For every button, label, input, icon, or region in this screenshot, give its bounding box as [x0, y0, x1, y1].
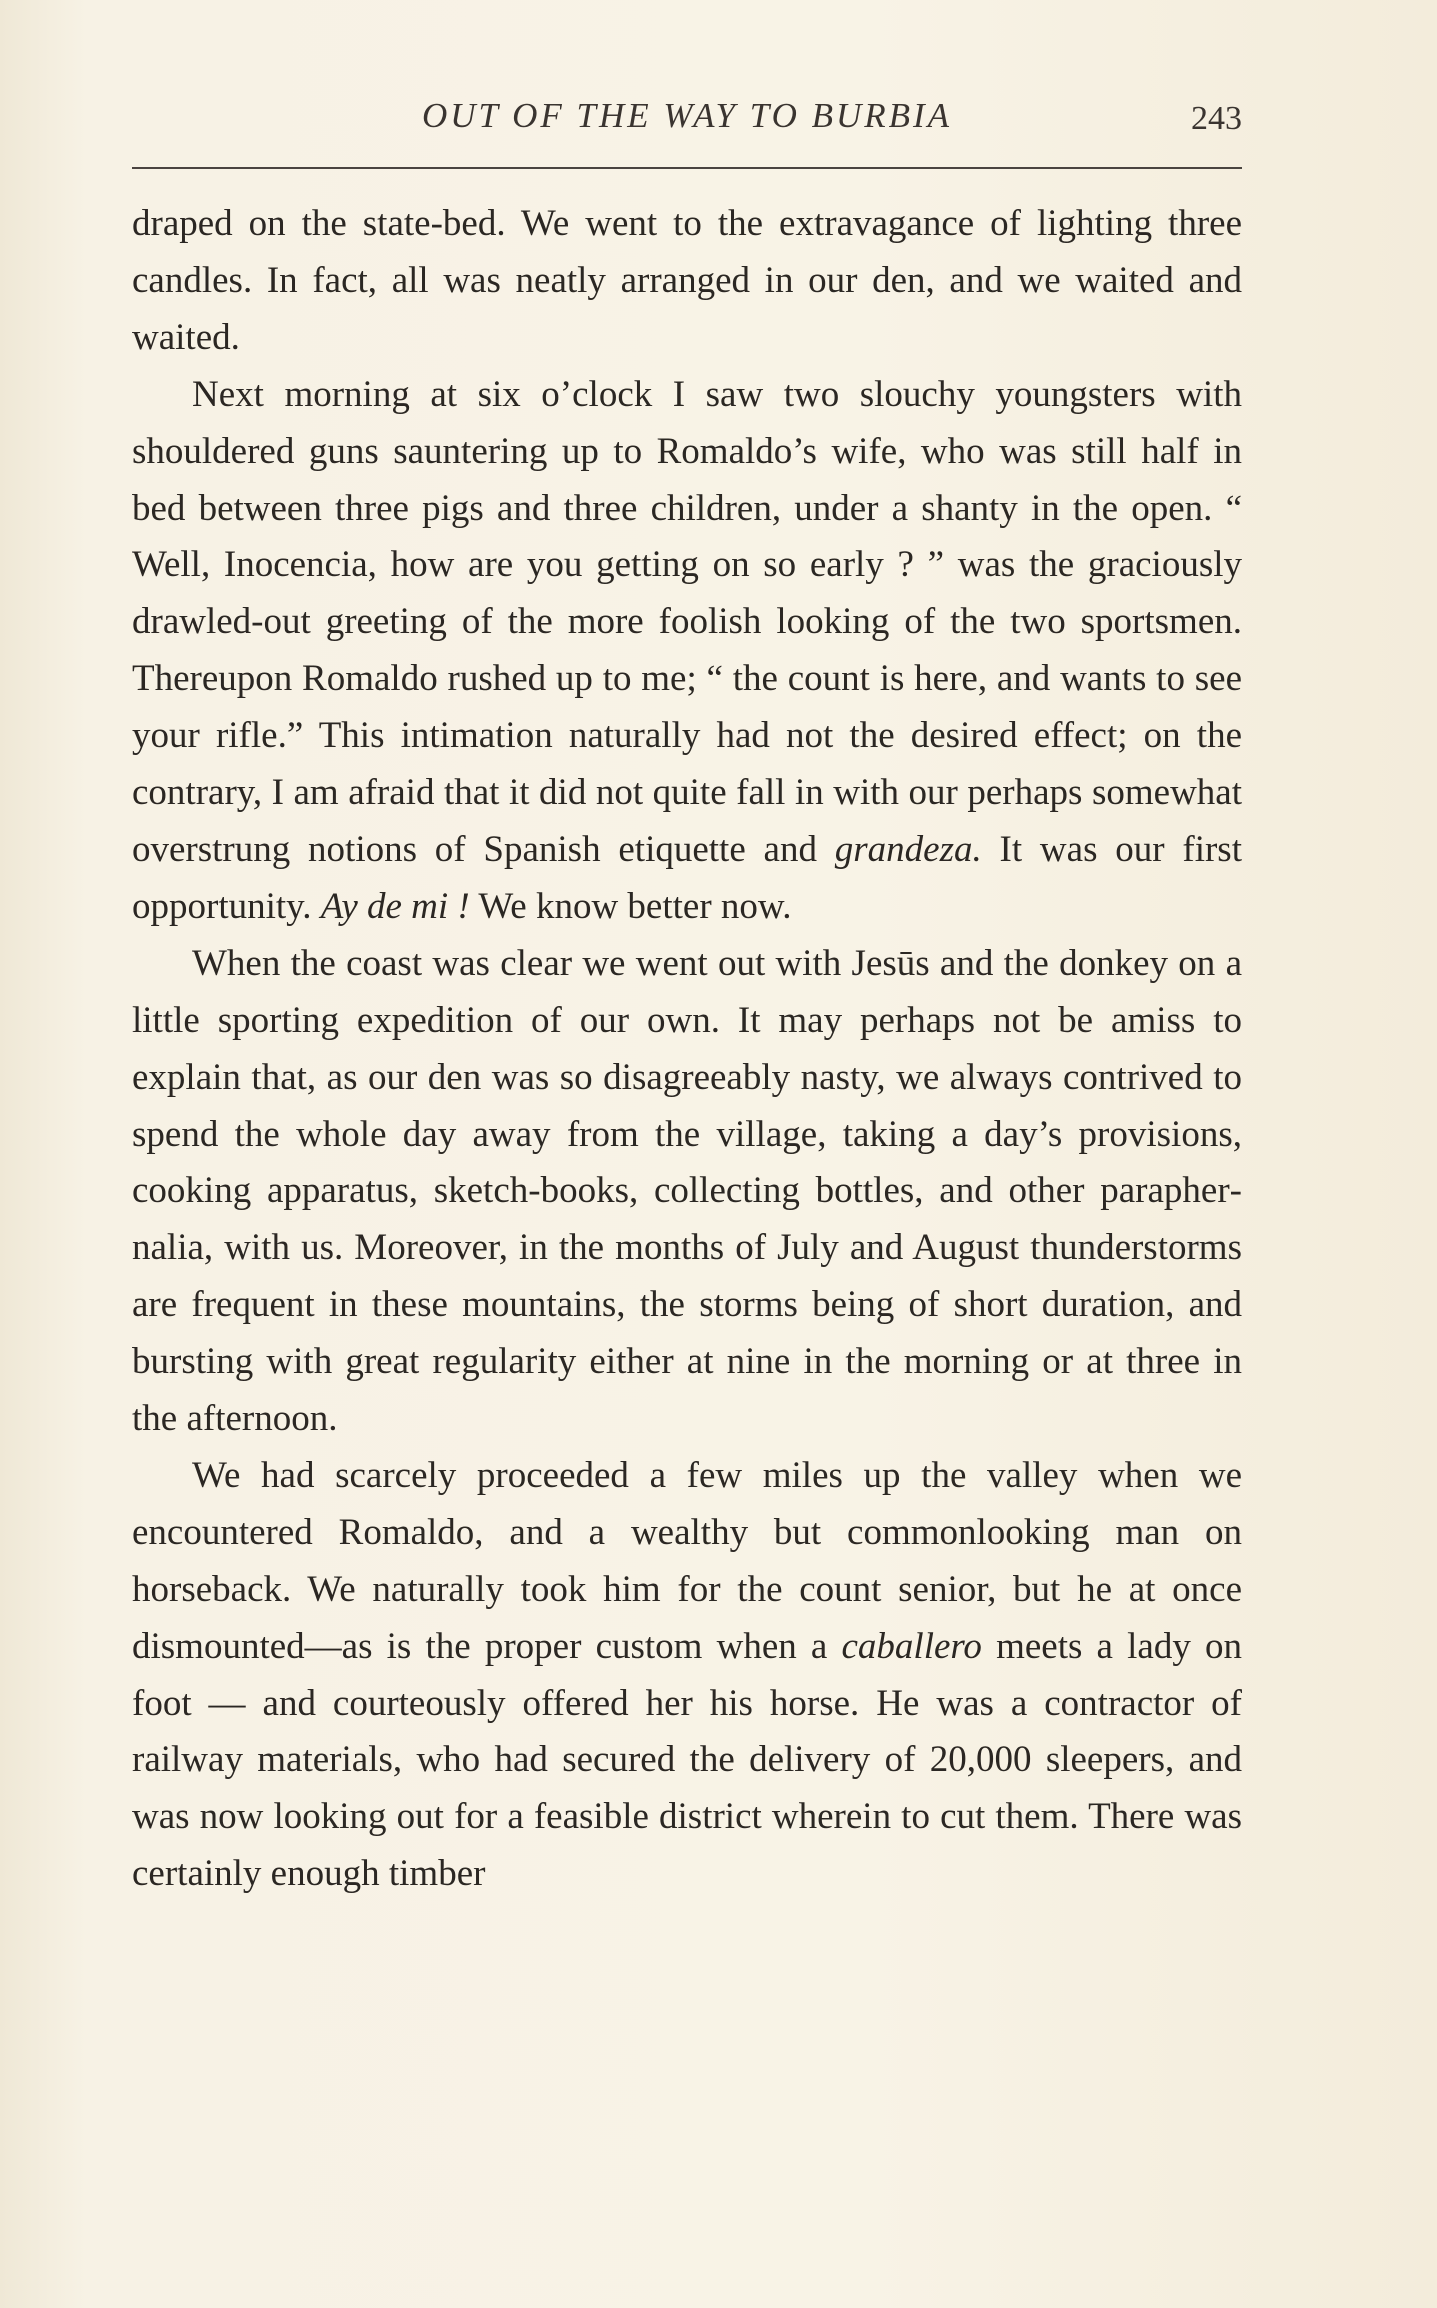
paragraph: [132, 367, 1242, 936]
text-segment: draped on the state-bed. We went to the extravagance of lighting three candles. In fact, all was neatly arranged in our den, and we waited and waited.: [132, 203, 1242, 358]
text-segment: meets a lady on foot — and courteously offered her his horse. He was a contractor of railway materials, who had secured the delivery of 20,000 sleepers, and was now looking out for a feasible district wherein to cut them. There was certainly enough timber: [132, 1625, 1243, 1895]
text-segment: When the coast was clear we went out with Jesūs and the donkey on a little sporting expedition of our own. It may perhaps not be amiss to explain that, as our den was so disagreeably nasty, we always contrived to spend the whole day away from the village, taking a day’s provisions, cooking apparatus, sketch-books, collecting bottles, and other paraphernalia, with us. Moreover, in the months of July and August thunderstorms are frequent in these mountains, the storms being of short duration, and bursting with great regularity either at nine in the morning or at three in the afternoon.: [132, 942, 1242, 1440]
text-segment: Next morning at six o’clock I saw two slouchy youngsters with shouldered guns sauntering up to Romaldo’s wife, who was still half in bed between three pigs and three children, under a shanty in the open. “ Well, Inocencia, how are you getting on so early ? ” was the graciously drawled-out greeting of the more foolish looking of the two sportsmen. Thereupon Romaldo rushed up to me; “ the count is here, and wants to see your rifle.” This intimation naturally had not the desired effect; on the contrary, I am afraid that it did not quite fall in with our perhaps somewhat overstrung notions of Spanish etiquette and: [132, 373, 1242, 870]
running-title: OUT OF THE WAY TO BURBIA: [421, 96, 953, 135]
text-segment: It was our first opportunity.: [132, 828, 1242, 927]
page-number: 243: [1191, 100, 1242, 137]
paragraph: [132, 936, 1242, 1448]
italic-phrase: Ay de mi !: [320, 885, 470, 927]
paragraph: [132, 196, 1242, 367]
text-segment: We had scarcely proceeded a few miles up the valley when we encountered Romaldo, and a wealthy but commonlooking man on horseback. We naturally took him for the count senior, but he at once dismounted—as is the proper custom when a: [132, 1454, 1242, 1667]
text-segment: We know better now.: [469, 885, 792, 927]
paragraph: [132, 1448, 1242, 1903]
italic-phrase: grandeza.: [834, 828, 982, 870]
page-header: [132, 96, 1242, 146]
italic-phrase: caballero: [841, 1625, 982, 1667]
header-rule: [132, 167, 1242, 169]
body-text: [132, 196, 1242, 1903]
